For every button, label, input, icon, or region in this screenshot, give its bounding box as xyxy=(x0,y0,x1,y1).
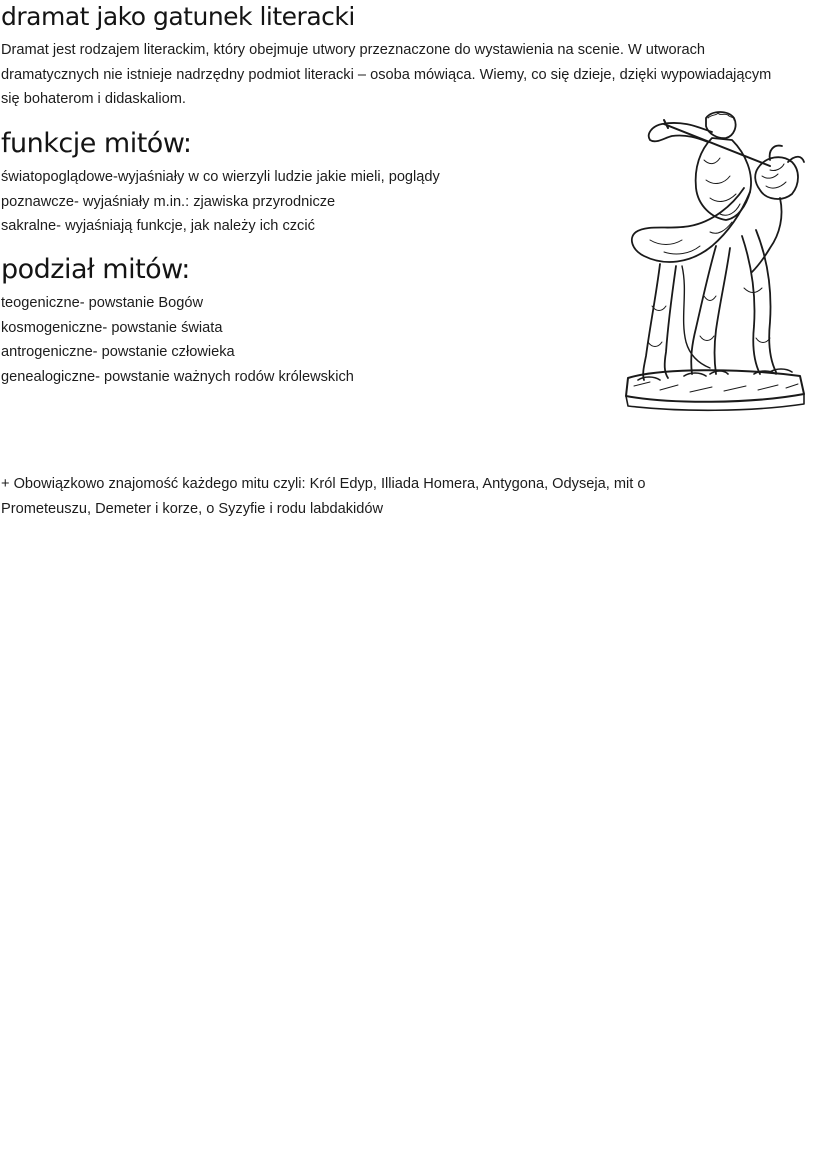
note-line: Prometeuszu, Demeter i korze, o Syzyfie i rodu labdakidów xyxy=(1,500,384,517)
hero-weapon xyxy=(664,120,770,166)
podzial-item: teogeniczne- powstanie Bogów xyxy=(1,295,204,311)
podzial-item: genealogiczne- powstanie ważnych rodów królewskich xyxy=(1,368,354,385)
pedestal-hatch xyxy=(634,382,798,392)
minotaur-mane xyxy=(762,164,786,188)
funkcje-item: poznawcze- wyjaśniały m.in.: zjawiska przyrodnicze xyxy=(1,193,336,210)
minotaur-arm xyxy=(752,198,782,272)
podzial-heading: podział mitów: xyxy=(1,254,190,285)
intro-line: dramatycznych nie istnieje nadrzędny podmiot literacki – osoba mówiąca. Wiemy, co się dzieje, dzięki wypowiadającym xyxy=(1,66,772,83)
podzial-item: antrogeniczne- powstanie człowieka xyxy=(1,344,235,360)
hero-torso-shading xyxy=(704,158,736,201)
podzial-item: kosmogeniczne- powstanie świata xyxy=(1,319,223,336)
pedestal-top xyxy=(626,370,804,402)
note-line: + Obowiązkowo znajomość każdego mitu czyli: Król Edyp, Illiada Homera, Antygona, Odyseja, mit o xyxy=(1,476,646,492)
statue-illustration xyxy=(620,106,810,414)
funkcje-list xyxy=(1,165,601,239)
hero-leg-right-back xyxy=(756,230,776,372)
funkcje-item: światopoglądowe-wyjaśniały w co wierzyli ludzie jakie mieli, poglądy xyxy=(1,169,440,185)
minotaur-leg-left-back xyxy=(665,266,676,378)
minotaur-head xyxy=(755,157,798,199)
note-paragraph xyxy=(1,472,701,521)
funkcje-item: sakralne- wyjaśniają funkcje, jak należy ich czcić xyxy=(1,218,315,234)
page-title: dramat jako gatunek literacki xyxy=(1,2,355,31)
podzial-list xyxy=(1,291,601,389)
minotaur-tail xyxy=(682,266,710,368)
hero-leg-right xyxy=(742,236,760,374)
hero-leg-left xyxy=(691,246,716,374)
funkcje-heading: funkcje mitów: xyxy=(1,128,192,159)
minotaur-leg-left xyxy=(643,264,660,380)
intro-line: Dramat jest rodzajem literackim, który obejmuje utwory przeznaczone do wystawienia na scenie. W utworach xyxy=(1,42,706,58)
hero-leg-left-back xyxy=(715,248,731,374)
minotaur-fur xyxy=(650,204,740,254)
intro-line: się bohaterom i didaskaliom. xyxy=(1,91,186,107)
intro-paragraph xyxy=(1,38,827,112)
hero-leg-shading xyxy=(700,288,770,343)
